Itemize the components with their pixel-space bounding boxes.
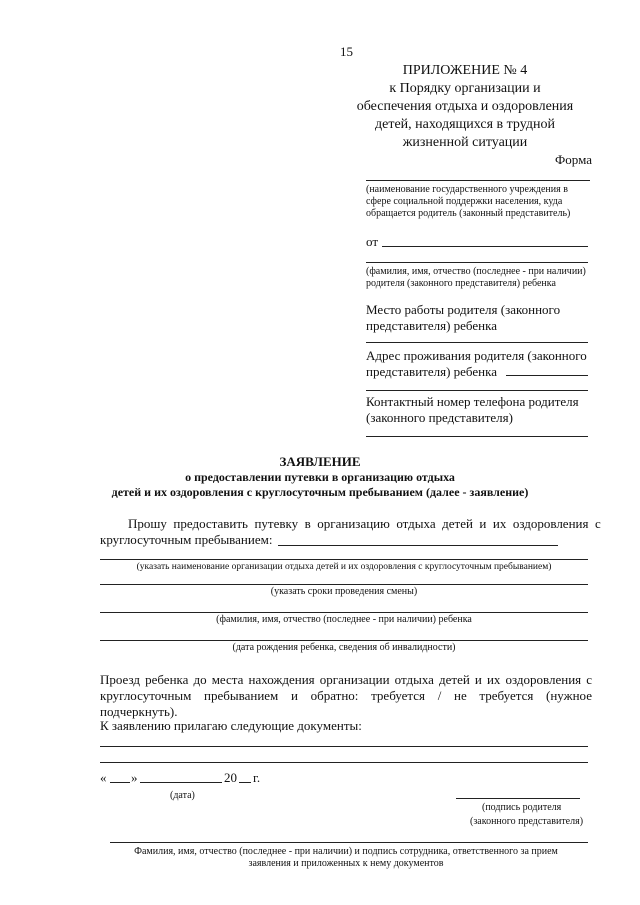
phone-line[interactable] [366,436,588,437]
child-line[interactable] [100,612,588,613]
workplace-label: Место работы родителя (законного представителя) ребенка [366,302,561,333]
signature-caption-1: (подпись родителя [482,802,562,813]
appendix-line-4: жизненной ситуации [402,135,528,150]
form-label: Форма [555,152,592,167]
attach-line-1[interactable] [100,746,588,747]
appendix-line-2: обеспечения отдыха и оздоровления [356,99,574,114]
appendix-line-3: детей, находящихся в трудной [375,117,555,132]
institution-caption: (наименование государственного учреждения в сфере социальной поддержки населения, куда обращается родитель (законный представитель) [366,184,571,219]
request-line-1: Прошу предоставить путевку в организацию отдыха детей и их оздоровления с [128,516,601,531]
child-caption: (фамилия, имя, отчество (последнее - при наличии) ребенка [216,614,472,625]
birth-line[interactable] [100,640,588,641]
date-year: 20 [224,770,237,785]
date-year-suffix: г. [253,770,261,785]
address-line-inline[interactable] [506,375,588,376]
org-line[interactable] [100,559,588,560]
dates-caption: (указать сроки проведения смены) [270,586,418,597]
date-caption: (дата) [170,790,195,801]
address-label: Адрес проживания родителя (законного представителя) ребенка [366,348,587,379]
institution-line[interactable] [366,180,590,181]
appendix-header [330,62,600,152]
phone-label: Контактный номер телефона родителя (законного представителя) [366,394,579,425]
workplace-line[interactable] [366,342,588,343]
statement-subtitle-1: о предоставлении путевки в организацию отдыха [185,470,455,484]
from-label: от [366,234,379,249]
statement-title: ЗАЯВЛЕНИЕ [279,454,361,469]
org-caption: (указать наименование организации отдыха детей и их оздоровления с круглосуточным пребыванием) [136,562,552,572]
employee-line[interactable] [110,842,588,843]
attach-label: К заявлению прилагаю следующие документы: [100,718,362,733]
date-year-line[interactable] [239,782,251,783]
travel-text: Проезд ребенка до места нахождения организации отдыха детей и их оздоровления с круглосуточным пребыванием и обратно: требуется / не требуется (нужное подчеркнуть). [100,672,592,719]
from-line[interactable] [382,246,588,247]
birth-caption: (дата рождения ребенка, сведения об инвалидности) [232,642,456,653]
parent-name-line[interactable] [366,262,588,263]
employee-caption-1: Фамилия, имя, отчество (последнее - при наличии) и подпись сотрудника, ответственного за прием [134,846,558,857]
signature-line[interactable] [456,798,580,799]
request-line-2: круглосуточным пребыванием: [100,532,273,547]
page-number: 15 [340,44,353,59]
date-mid-quote: » [131,770,138,785]
appendix-line-1: к Порядку организации и [389,81,541,96]
date-day-line[interactable] [110,782,130,783]
date-left-quote: « [100,770,107,785]
attach-line-2[interactable] [100,762,588,763]
signature-caption-2: (законного представителя) [470,816,584,827]
employee-caption-2: заявления и приложенных к нему документов [248,858,444,869]
dates-line[interactable] [100,584,588,585]
parent-caption: (фамилия, имя, отчество (последнее - при наличии) родителя (законного представителя) ребенка [366,266,586,289]
date-month-line[interactable] [140,782,222,783]
org-inline-line[interactable] [278,545,558,546]
statement-subtitle-2: детей и их оздоровления с круглосуточным пребыванием (далее - заявление) [111,485,529,499]
address-line[interactable] [366,390,588,391]
appendix-title: ПРИЛОЖЕНИЕ № 4 [402,63,528,78]
